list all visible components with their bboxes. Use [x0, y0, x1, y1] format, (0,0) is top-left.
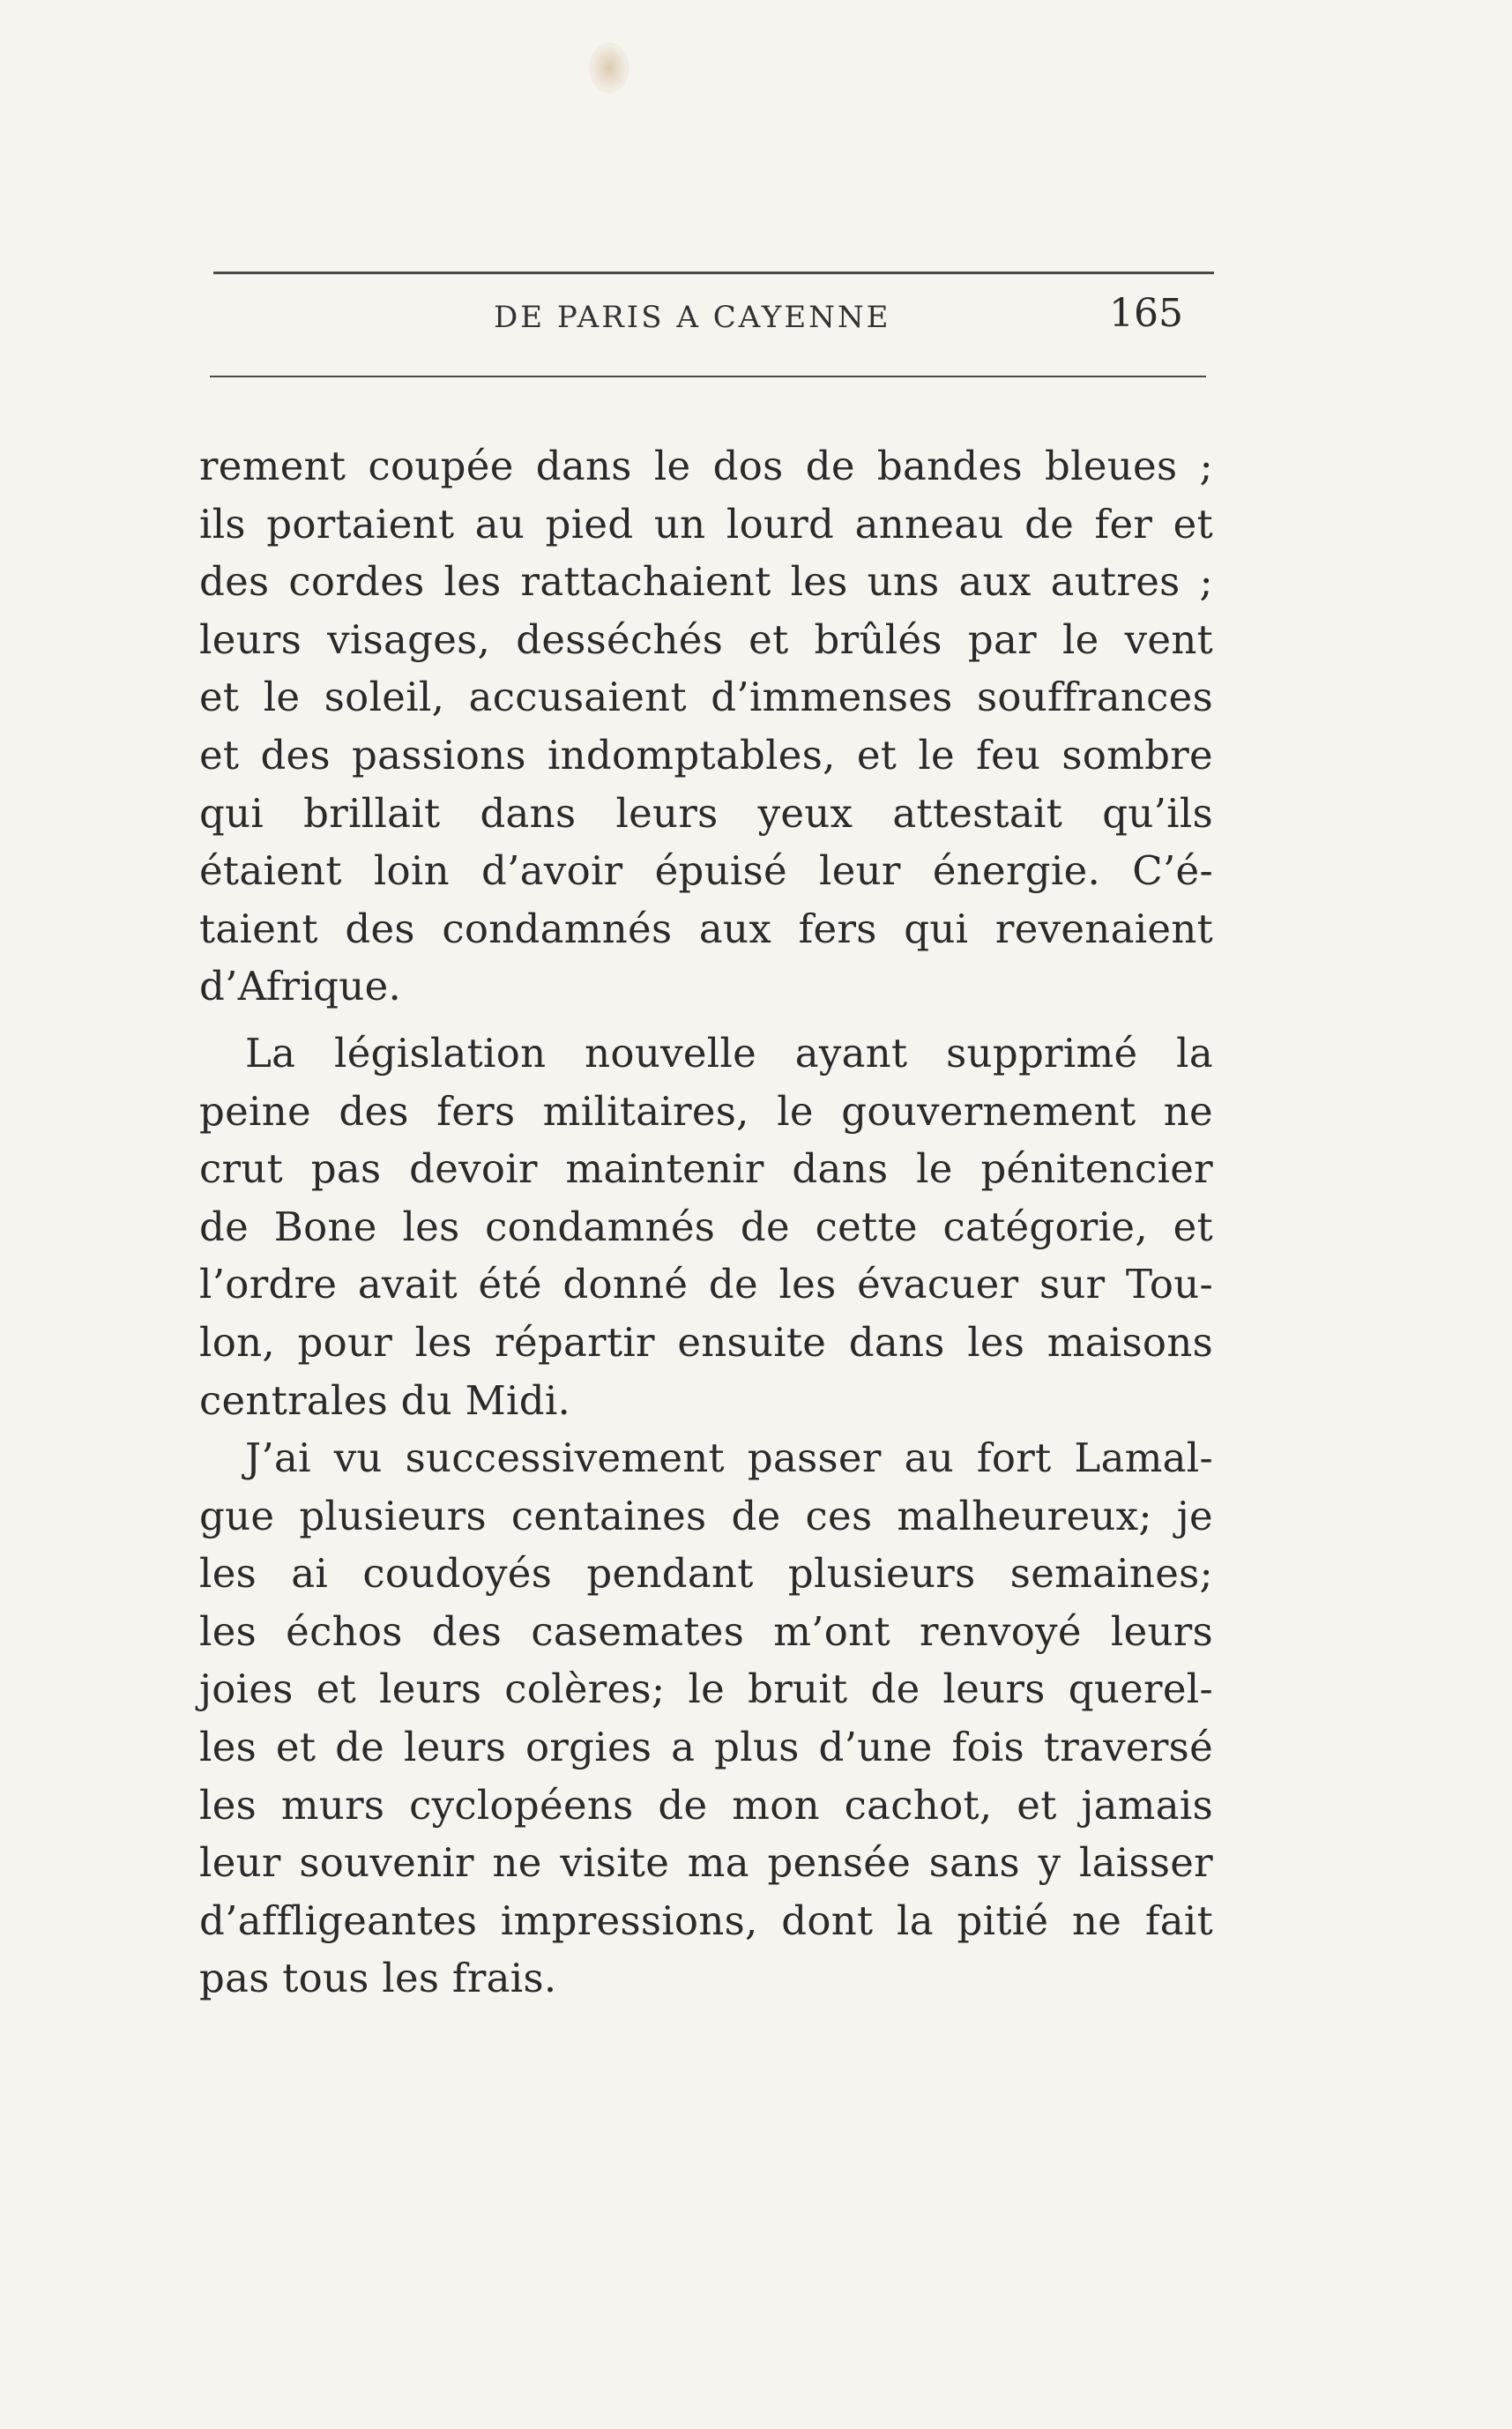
body-text — [199, 437, 1213, 2008]
page-number: 165 — [1109, 291, 1183, 336]
text-line: d’affligeantes impressions, dont la pitié ne fait — [199, 1896, 1213, 1944]
text-line: d’Afrique. — [199, 963, 402, 1010]
text-line: étaient loin d’avoir épuisé leur énergie. C’é- — [199, 847, 1213, 895]
text-line: qui brillait dans leurs yeux attestait qu’ils — [199, 789, 1213, 837]
text-line: pas tous les frais. — [199, 1955, 557, 2002]
text-line: leur souvenir ne visite ma pensée sans y laisser — [199, 1839, 1213, 1887]
text-line: ils portaient au pied un lourd anneau de fer et — [199, 500, 1213, 548]
text-line: centrales du Midi. — [199, 1376, 571, 1424]
text-line: rement coupée dans le dos de bandes bleues ; — [199, 443, 1213, 489]
running-head: DE PARIS A CAYENNE — [494, 300, 891, 335]
text-line: les échos des casemates m’ont renvoyé leurs — [199, 1607, 1213, 1655]
text-line: peine des fers militaires, le gouvernement ne — [199, 1087, 1213, 1135]
text-line: taient des condamnés aux fers qui revenaient — [199, 905, 1213, 952]
header-rule-top — [213, 272, 1214, 274]
text-line: crut pas devoir maintenir dans le pénitencier — [199, 1145, 1213, 1193]
text-line: les et de leurs orgies a plus d’une fois traversé — [199, 1724, 1213, 1771]
text-line: La législation nouvelle ayant supprimé la — [245, 1029, 1213, 1077]
text-line: les ai coudoyés pendant plusieurs semaines; — [199, 1550, 1213, 1598]
text-line: leurs visages, desséchés et brûlés par le vent — [199, 615, 1213, 663]
header-rule-bottom — [210, 376, 1206, 377]
text-line: J’ai vu successivement passer au fort Lamal- — [245, 1434, 1213, 1482]
text-line: joies et leurs colères; le bruit de leurs querel- — [199, 1665, 1213, 1713]
text-line: gue plusieurs centaines de ces malheureux; je — [199, 1492, 1213, 1539]
text-line: l’ordre avait été donné de les évacuer sur Tou- — [199, 1261, 1213, 1308]
paragraph-spacer — [199, 1016, 1213, 1025]
text-line: de Bone les condamnés de cette catégorie, et — [199, 1203, 1213, 1250]
text-line: et le soleil, accusaient d’immenses souffrances — [199, 674, 1213, 721]
text-line: des cordes les rattachaient les uns aux autres ; — [199, 558, 1213, 606]
text-line: et des passions indomptables, et le feu sombre — [199, 731, 1213, 779]
text-line: les murs cyclopéens de mon cachot, et jamais — [199, 1781, 1213, 1829]
text-line: lon, pour les répartir ensuite dans les maisons — [199, 1318, 1213, 1366]
paper-stain — [589, 42, 629, 93]
